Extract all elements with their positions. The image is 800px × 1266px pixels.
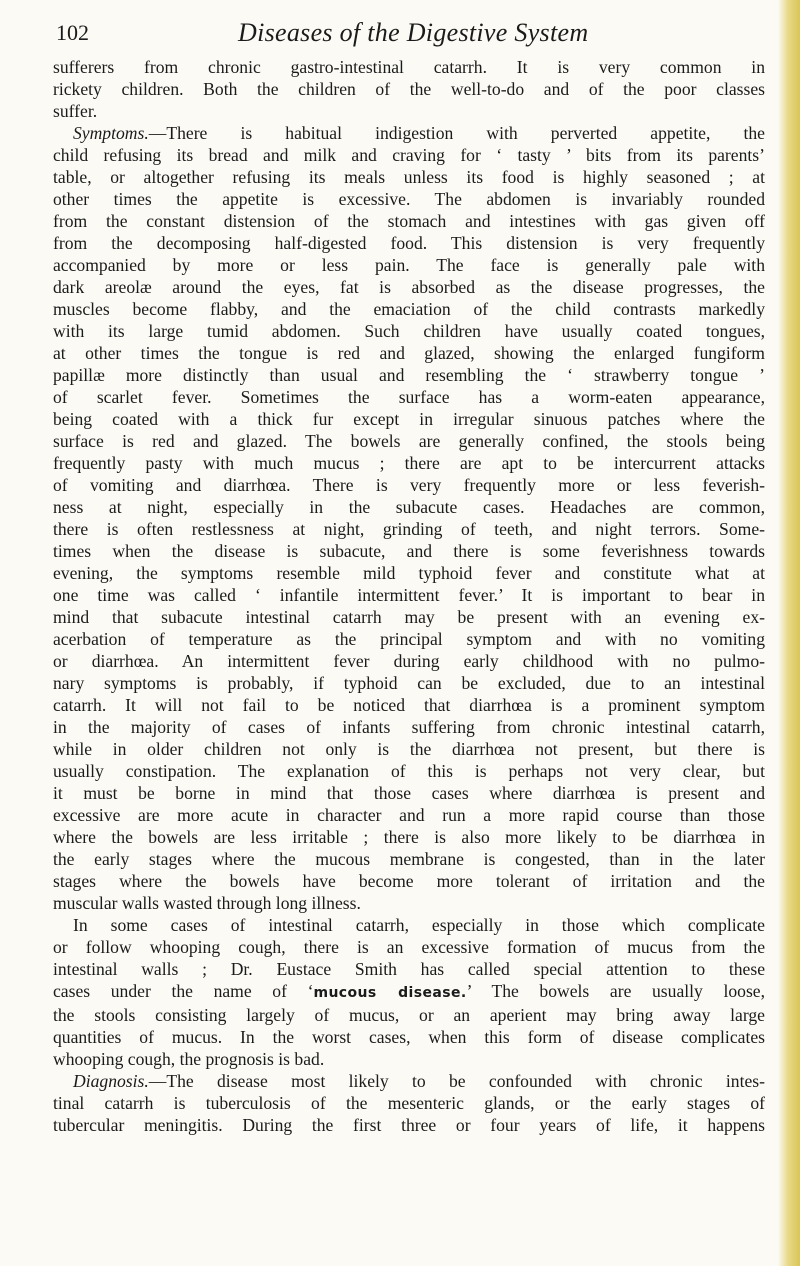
text-line: quantities of mucus. In the worst cases, when this form of disease complicates	[53, 1027, 765, 1047]
page-number: 102	[56, 20, 89, 45]
text-line: surface is red and glazed. The bowels are generally confined, the stools being	[53, 431, 765, 451]
running-title: Diseases of the Digestive System	[238, 18, 589, 47]
text-line: it must be borne in mind that those cases where diarrhœa is present and	[53, 783, 765, 803]
text-line: the early stages where the mucous membrane is congested, than in the later	[53, 849, 765, 869]
text-line: usually constipation. The explanation of this is perhaps not very clear, but	[53, 761, 765, 781]
text-line: other times the appetite is excessive. The abdomen is invariably rounded	[53, 189, 765, 209]
text-line: table, or altogether refusing its meals unless its food is highly seasoned ; at	[53, 167, 765, 187]
page-edge	[778, 0, 800, 1266]
text-line: child refusing its bread and milk and craving for ‘ tasty ’ bits from its parents’	[53, 145, 765, 165]
text-line: the stools consisting largely of mucus, or an aperient may bring away large	[53, 1005, 765, 1025]
page-header	[50, 14, 750, 54]
text-line: sufferers from chronic gastro-intestinal catarrh. It is very common in	[53, 57, 765, 77]
text-line: with its large tumid abdomen. Such children have usually coated tongues,	[53, 321, 765, 341]
body-text	[53, 56, 765, 1136]
text-line	[53, 980, 765, 1004]
text-line: or follow whooping cough, there is an excessive formation of mucus from the	[53, 937, 765, 957]
text-line: suffer.	[53, 101, 98, 121]
text-line: catarrh. It will not fail to be noticed that diarrhœa is a prominent symptom	[53, 695, 765, 715]
text-fragment: cases under the name of ‘	[53, 981, 314, 1001]
text-line	[53, 1070, 765, 1092]
text-line: times when the disease is subacute, and there is some feverishness towards	[53, 541, 765, 561]
text-line: in the majority of cases of infants suffering from chronic intestinal catarrh,	[53, 717, 765, 737]
text-fragment: —The disease most likely to be confounded with chronic intes-	[148, 1071, 765, 1091]
text-line: mind that subacute intestinal catarrh may be present with an evening ex-	[53, 607, 765, 627]
text-line: of scarlet fever. Sometimes the surface has a worm-eaten appearance,	[53, 387, 765, 407]
text-line: tinal catarrh is tuberculosis of the mesenteric glands, or the early stages of	[53, 1093, 765, 1113]
text-line: of vomiting and diarrhœa. There is very frequently more or less feverish-	[53, 475, 765, 495]
text-line: at other times the tongue is red and glazed, showing the enlarged fungiform	[53, 343, 765, 363]
text-line: from the constant distension of the stomach and intestines with gas given off	[53, 211, 765, 231]
text-line: evening, the symptoms resemble mild typhoid fever and constitute what at	[53, 563, 765, 583]
text-line: frequently pasty with much mucus ; there are apt to be intercurrent attacks	[53, 453, 765, 473]
text-line: muscles become flabby, and the emaciation of the child contrasts markedly	[53, 299, 765, 319]
text-fragment: ’ The bowels are usually loose,	[466, 981, 766, 1001]
text-line: whooping cough, the prognosis is bad.	[53, 1049, 325, 1069]
text-line: one time was called ‘ infantile intermittent fever.’ It is important to bear in	[53, 585, 765, 605]
text-line: ness at night, especially in the subacute cases. Headaches are common,	[53, 497, 765, 517]
text-line: there is often restlessness at night, grinding of teeth, and night terrors. Some-	[53, 519, 765, 539]
text-line: rickety children. Both the children of the well-to-do and of the poor classes	[53, 79, 765, 99]
text-line: where the bowels are less irritable ; there is also more likely to be diarrhœa in	[53, 827, 765, 847]
text-fragment: —There is habitual indigestion with perverted appetite, the	[148, 123, 765, 143]
text-line: muscular walls wasted through long illness.	[53, 893, 361, 913]
text-line: from the decomposing half-digested food. This distension is very frequently	[53, 233, 765, 253]
text-line	[53, 122, 765, 144]
text-line: or diarrhœa. An intermittent fever during early childhood with no pulmo-	[53, 651, 765, 671]
text-line: accompanied by more or less pain. The face is generally pale with	[53, 255, 765, 275]
section-heading-symptoms: Symptoms.	[73, 123, 149, 143]
section-heading-diagnosis: Diagnosis.	[73, 1071, 149, 1091]
term-mucous-disease: mucous disease.	[313, 985, 467, 1001]
text-line: stages where the bowels have become more tolerant of irritation and the	[53, 871, 765, 891]
text-line: intestinal walls ; Dr. Eustace Smith has called special attention to these	[53, 959, 765, 979]
text-line: In some cases of intestinal catarrh, especially in those which complicate	[73, 915, 765, 935]
text-line: nary symptoms is probably, if typhoid can be excluded, due to an intestinal	[53, 673, 765, 693]
text-line: while in older children not only is the diarrhœa not present, but there is	[53, 739, 765, 759]
text-line: acerbation of temperature as the principal symptom and with no vomiting	[53, 629, 765, 649]
text-line: being coated with a thick fur except in irregular sinuous patches where the	[53, 409, 765, 429]
text-line: papillæ more distinctly than usual and resembling the ‘ strawberry tongue ’	[53, 365, 765, 385]
text-line: tubercular meningitis. During the first three or four years of life, it happens	[53, 1115, 765, 1135]
text-line: excessive are more acute in character and run a more rapid course than those	[53, 805, 765, 825]
text-line: dark areolæ around the eyes, fat is absorbed as the disease progresses, the	[53, 277, 765, 297]
